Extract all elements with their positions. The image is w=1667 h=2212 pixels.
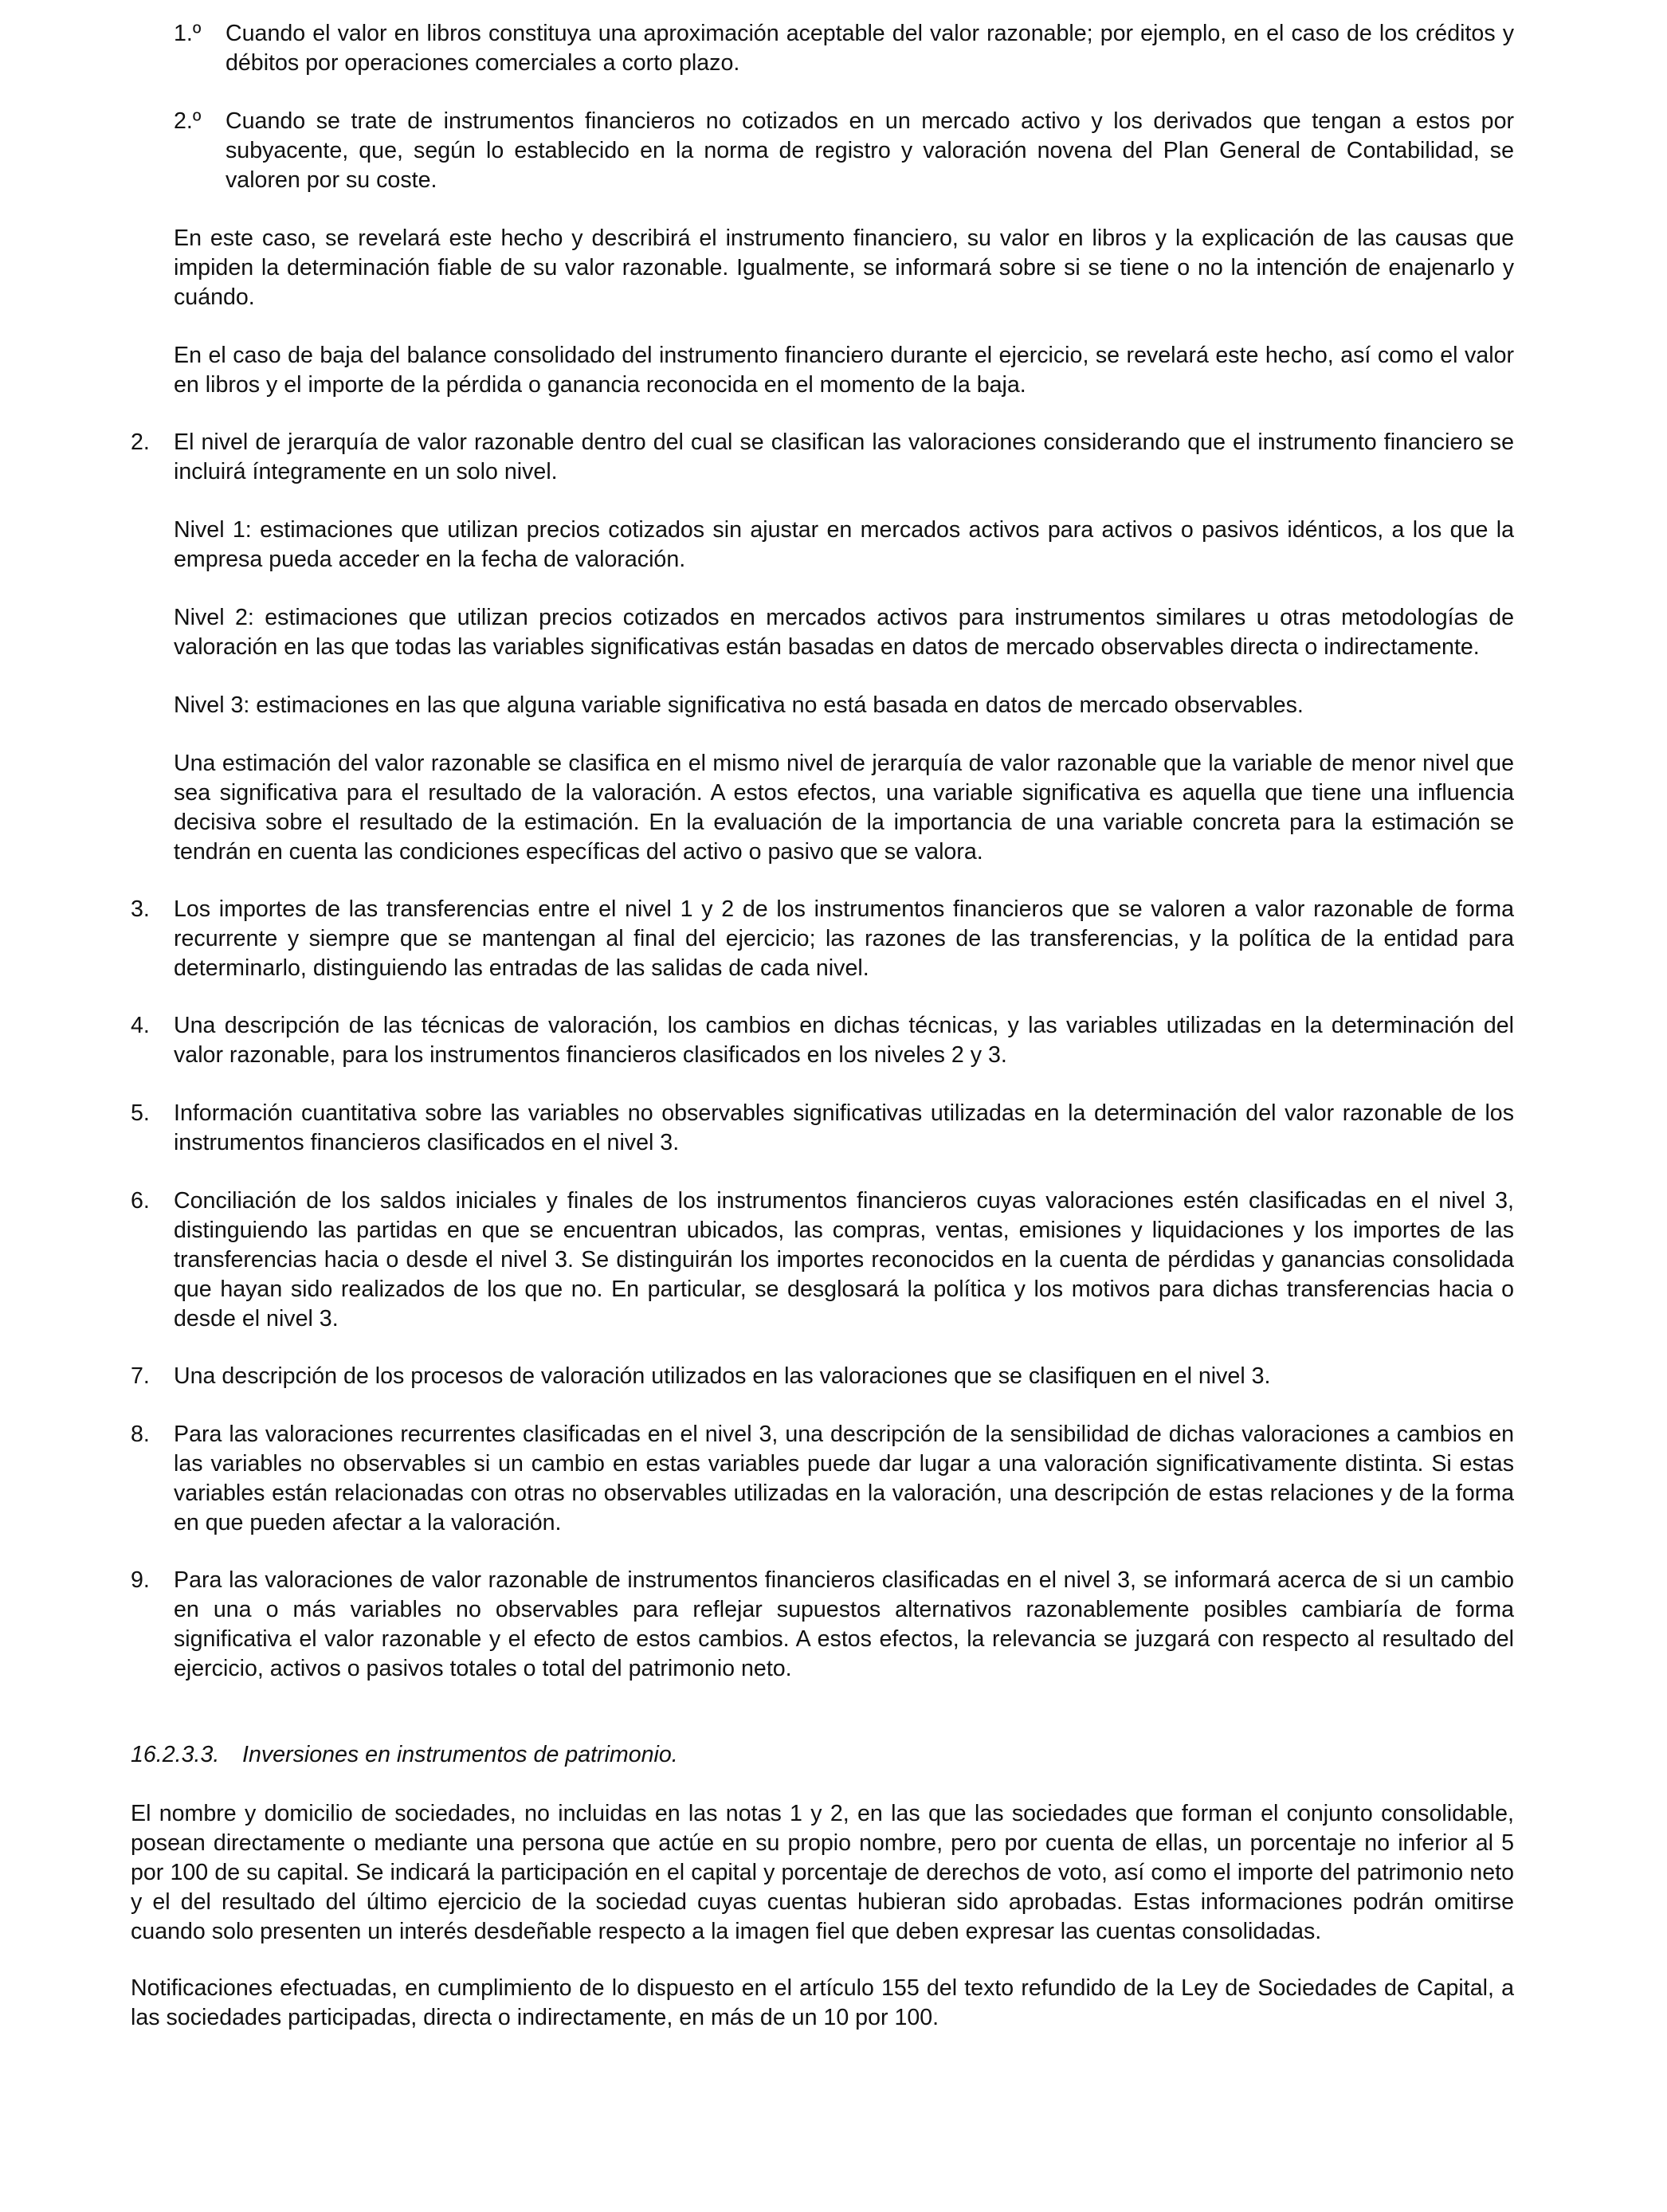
list-item-marker: 7.: [131, 1363, 150, 1389]
list-item: [131, 1011, 1514, 1070]
list-item: [131, 1099, 1514, 1158]
list-item-text: Una estimación del valor razonable se clasifica en el mismo nivel de jerarquía de valor razonable que la variable de menor nivel que sea significativa para el resultado de la valoración. A estos efectos, una variable significativa es aquella que tiene una influencia decisiva sobre el resultado de la estimación. En la evaluación de la importancia de una variable concreta para la estimación se tendrán en cuenta las condiciones específicas del activo o pasivo que se valora.: [174, 751, 1514, 865]
list-item: [131, 1566, 1514, 1684]
list-item-text: El nivel de jerarquía de valor razonable dentro del cual se clasifican las valoraciones considerando que el instrumento financiero se incluirá íntegramente en un solo nivel.: [174, 429, 1514, 484]
sub-item-marker: 1.º: [174, 21, 202, 46]
list-item-text: Para las valoraciones de valor razonable de instrumentos financieros clasificadas en el nivel 3, se informará acerca de si un cambio en una o más variables no observables para reflejar supuestos alternativos razonablemente posibles cambiaría de forma significativa el valor razonable y el efecto de estos cambios. A estos efectos, la relevancia se juzgará con respecto al resultado del ejercicio, activos o pasivos totales o total del patrimonio neto.: [174, 1567, 1514, 1681]
paragraph-text: El nombre y domicilio de sociedades, no incluidas en las notas 1 y 2, en las que las sociedades que forman el conjunto consolidable, posean directamente o mediante una persona que actúe en su propio nombre, pero por cuenta de ellas, un porcentaje no inferior al 5 por 100 de su capital. Se indicará la participación en el capital y porcentaje de derechos de voto, así como el importe del patrimonio neto y el del resultado del último ejercicio de la sociedad cuyas cuentas hubieran sido aprobadas. Estas informaciones podrán omitirse cuando solo presenten un interés desdeñable respecto a la imagen fiel que deben expresar las cuentas consolidadas.: [131, 1801, 1514, 1944]
list-item-marker: 4.: [131, 1013, 150, 1038]
list-item-text: Una descripción de los procesos de valoración utilizados en las valoraciones que se clasifiquen en el nivel 3.: [174, 1363, 1271, 1389]
paragraph-text: En el caso de baja del balance consolidado del instrumento financiero durante el ejercicio, se revelará este hecho, así como el valor en libros y el importe de la pérdida o ganancia reconocida en el momento de la baja.: [174, 343, 1514, 398]
list-item-marker: 3.: [131, 896, 150, 922]
paragraph: [174, 224, 1514, 312]
list-item-text: Nivel 3: estimaciones en las que alguna variable significativa no está basada en datos de mercado observables.: [174, 692, 1304, 718]
list-item: [131, 1420, 1514, 1538]
list-item-marker: 2.: [131, 429, 150, 455]
paragraph: [131, 1799, 1514, 1947]
sub-item-marker: 2.º: [174, 108, 202, 134]
list-item-text: Los importes de las transferencias entre el nivel 1 y 2 de los instrumentos financieros que se valoren a valor razonable de forma recurrente y siempre que se mantengan al final del ejercicio; las razones de las transferencias, y la política de la entidad para determinarlo, distinguiendo las entradas de las salidas de cada nivel.: [174, 896, 1514, 981]
list-item: [131, 1362, 1514, 1391]
section-heading: [131, 1740, 678, 1770]
list-item-text: Una descripción de las técnicas de valoración, los cambios en dichas técnicas, y las variables utilizadas en la determinación del valor razonable, para los instrumentos financieros clasificados en los niveles 2 y 3.: [174, 1013, 1514, 1068]
list-item-marker: 9.: [131, 1567, 150, 1593]
section-title: Inversiones en instrumentos de patrimonio.: [242, 1742, 678, 1767]
paragraph-text: En este caso, se revelará este hecho y describirá el instrumento financiero, su valor en libros y la explicación de las causas que impiden la determinación fiable de su valor razonable. Igualmente, se informará sobre si se tiene o no la intención de enajenarlo y cuándo.: [174, 226, 1514, 310]
sub-item-text: Cuando el valor en libros constituya una aproximación aceptable del valor razonable; por ejemplo, en el caso de los créditos y débitos por operaciones comerciales a corto plazo.: [226, 21, 1514, 76]
sub-list-item: [174, 107, 1514, 195]
list-item-marker: 6.: [131, 1188, 150, 1214]
list-item: [131, 895, 1514, 983]
paragraph: [174, 341, 1514, 400]
sub-item-text: Cuando se trate de instrumentos financieros no cotizados en un mercado activo y los derivados que tengan a estos por subyacente, que, según lo establecido en la norma de registro y valoración novena del Plan General de Contabilidad, se valoren por su coste.: [226, 108, 1514, 193]
list-item-marker: 8.: [131, 1422, 150, 1447]
section-number: 16.2.3.3.: [131, 1742, 220, 1767]
list-item-text: Para las valoraciones recurrentes clasificadas en el nivel 3, una descripción de la sensibilidad de dichas valoraciones a cambios en las variables no observables si un cambio en estas variables puede dar lugar a una valoración significativamente distinta. Si estas variables están relacionadas con otras no observables utilizadas en la valoración, una descripción de estas relaciones y de la forma en que pueden afectar a la valoración.: [174, 1422, 1514, 1535]
list-item: [131, 1186, 1514, 1334]
sub-list-item: [174, 19, 1514, 78]
list-item-text: Nivel 1: estimaciones que utilizan precios cotizados sin ajustar en mercados activos para activos o pasivos idénticos, a los que la empresa pueda acceder en la fecha de valoración.: [174, 517, 1514, 572]
list-item-text: Información cuantitativa sobre las variables no observables significativas utilizadas en la determinación del valor razonable de los instrumentos financieros clasificados en el nivel 3.: [174, 1100, 1514, 1155]
list-item: [131, 428, 1514, 867]
paragraph-text: Notificaciones efectuadas, en cumplimiento de lo dispuesto en el artículo 155 del texto refundido de la Ley de Sociedades de Capital, a las sociedades participadas, directa o indirectamente, en más de un 10 por 100.: [131, 1975, 1514, 2030]
paragraph: [131, 1974, 1514, 2033]
list-item-text: Nivel 2: estimaciones que utilizan precios cotizados en mercados activos para instrumentos similares u otras metodologías de valoración en las que todas las variables significativas están basadas en datos de mercado observables directa o indirectamente.: [174, 605, 1514, 660]
list-item-text: Conciliación de los saldos iniciales y finales de los instrumentos financieros cuyas valoraciones estén clasificadas en el nivel 3, distinguiendo las partidas en que se encuentran ubicados, las compras, ventas, emisiones y liquidaciones y los importes de las transferencias hacia o desde el nivel 3. Se distinguirán los importes reconocidos en la cuenta de pérdidas y ganancias consolidada que hayan sido realizados de los que no. En particular, se desglosará la política y los motivos para dichas transferencias hacia o desde el nivel 3.: [174, 1188, 1514, 1332]
list-item-marker: 5.: [131, 1100, 150, 1126]
